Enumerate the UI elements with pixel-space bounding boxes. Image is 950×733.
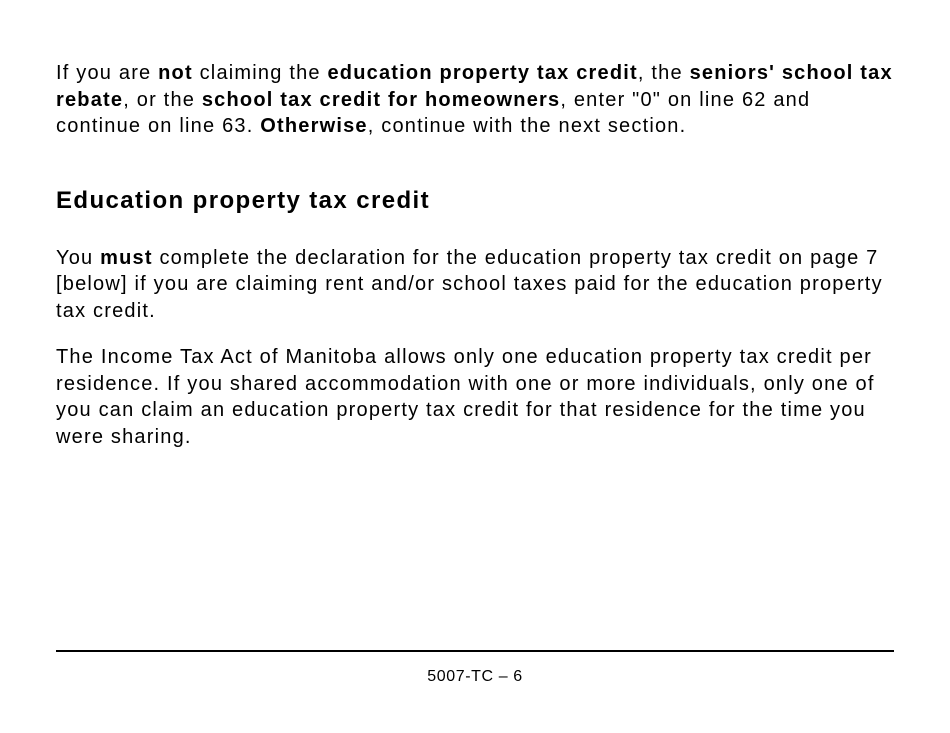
- act-paragraph: The Income Tax Act of Manitoba allows only one education property tax credit per residence. If you shared accommodation with one or more individuals, only one of you can claim an education property tax credit for that residence for the time you were sharing.: [56, 346, 875, 448]
- footer-divider: [56, 650, 894, 652]
- page-content: [56, 60, 896, 450]
- must-bold: must: [100, 246, 153, 269]
- must-text-2: complete the declaration for the education property tax credit on page 7 [below] if you are claiming rent and/or school taxes paid for the education property tax credit.: [56, 246, 883, 322]
- intro-text-6: , continue with the next section.: [367, 115, 687, 137]
- intro-bold-seniors-rebate: seniors' school tax rebate: [56, 62, 893, 111]
- intro-text-3: , the: [637, 62, 690, 84]
- intro-text-1: If you are: [56, 62, 159, 84]
- intro-bold-education-credit: education property tax credit: [327, 62, 638, 84]
- must-text-1: You: [56, 246, 101, 269]
- intro-bold-homeowners-credit: school tax credit for homeowners: [201, 88, 561, 111]
- intro-bold-not: not: [158, 62, 193, 84]
- intro-paragraph: [56, 60, 896, 140]
- intro-text-4: , or the: [123, 88, 202, 111]
- intro-text-5: , enter "0" on line 62 and continue on line 63.: [56, 88, 811, 137]
- intro-bold-otherwise: Otherwise: [260, 115, 368, 137]
- section-heading: Education property tax credit: [56, 186, 430, 214]
- page-number: 5007-TC – 6: [427, 668, 523, 685]
- intro-text-2: claiming the: [192, 62, 328, 84]
- must-paragraph: [56, 245, 896, 325]
